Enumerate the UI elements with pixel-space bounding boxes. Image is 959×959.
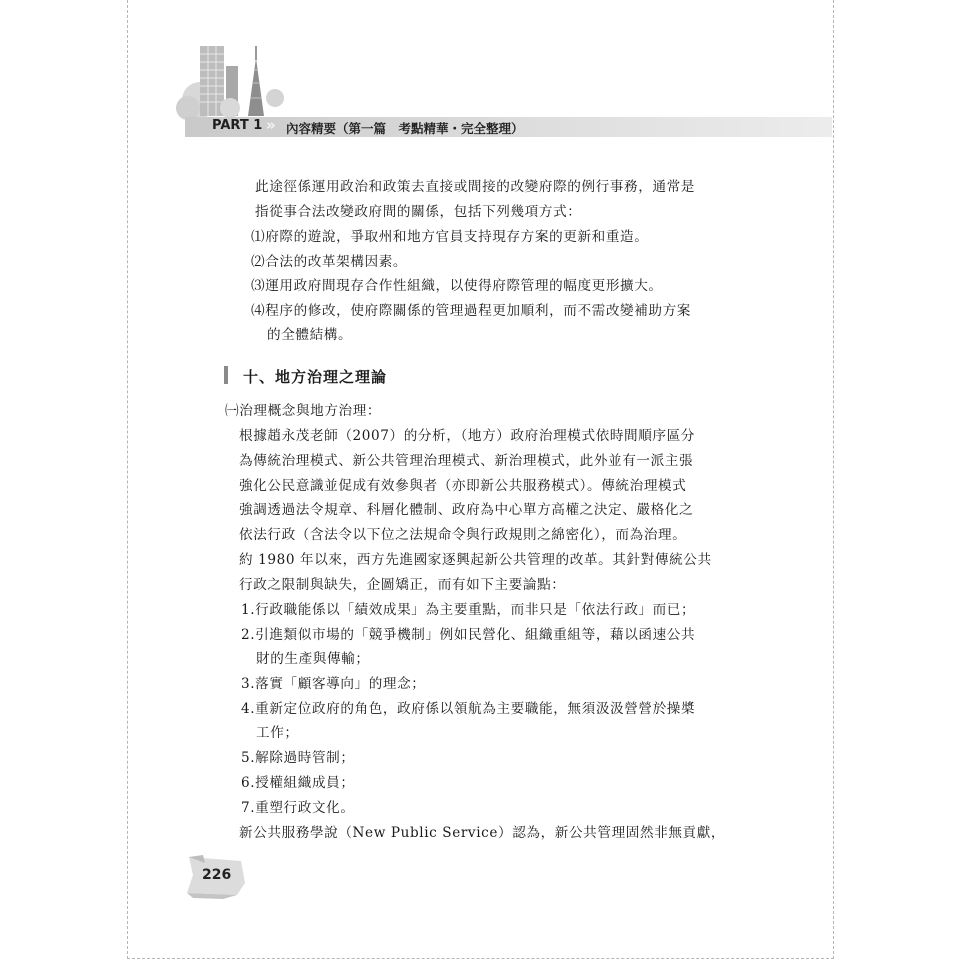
paragraph-line: 為傳統治理模式、新公共管理治理模式、新治理模式，此外並有一派主張 xyxy=(239,453,694,469)
section-heading: 十、地方治理之理論 xyxy=(243,368,388,386)
paragraph-line: 強化公民意識並促成有效參與者（亦即新公共服務模式）。傳統治理模式 xyxy=(239,478,687,494)
subsection-heading: ㈠治理概念與地方治理： xyxy=(225,403,382,419)
list-item: 3.落實「顧客導向」的理念； xyxy=(241,676,426,692)
list-item: 7.重塑行政文化。 xyxy=(241,800,355,816)
list-item: ⑴府際的遊說，爭取州和地方官員支持現存方案的更新和重造。 xyxy=(251,229,649,245)
list-item: 1.行政職能係以「績效成果」為主要重點，而非只是「依法行政」而已； xyxy=(241,602,696,618)
list-item: 6.授權組織成員； xyxy=(241,775,355,791)
paragraph-line: 約 1980 年以來，西方先進國家逐興起新公共管理的改革。其針對傳統公共 xyxy=(239,552,712,568)
chapter-title: 內容精要（第一篇 考點精華・完全整理） xyxy=(286,121,524,136)
paragraph-line: 指從事合法改變政府間的關係，包括下列幾項方式： xyxy=(255,204,582,220)
page-number: 226 xyxy=(202,867,232,883)
list-item-continuation: 財的生產與傳輸； xyxy=(256,651,370,667)
part-label: PART 1 xyxy=(212,118,263,133)
list-item-continuation: 的全體結構。 xyxy=(267,327,353,343)
city-skyline-illustration xyxy=(170,38,290,122)
list-item: ⑷程序的修改，使府際關係的管理過程更加順利，而不需改變補助方案 xyxy=(251,303,692,319)
list-item: 4.重新定位政府的角色，政府係以領航為主要職能，無須汲汲營營於操槳 xyxy=(241,701,696,717)
list-item: 2.引進類似市場的「競爭機制」例如民營化、組織重組等，藉以函速公共 xyxy=(241,627,696,643)
list-item: 5.解除過時管制； xyxy=(241,750,355,766)
list-item: ⑶運用政府間現存合作性組織，以使得府際管理的幅度更形擴大。 xyxy=(251,278,663,294)
list-item: ⑵合法的改革架構因素。 xyxy=(251,254,408,270)
list-item-continuation: 工作； xyxy=(256,725,299,741)
section-marker xyxy=(224,366,228,384)
paragraph-line: 依法行政（含法令以下位之法規命令與行政規則之綿密化），而為治理。 xyxy=(239,527,687,543)
chevron-right-icon: » xyxy=(266,116,276,134)
paragraph-line: 此途徑係運用政治和政策去直接或間接的改變府際的例行事務，通常是 xyxy=(255,179,696,195)
paragraph-line: 強調透過法令規章、科層化體制、政府為中心單方高權之決定、嚴格化之 xyxy=(239,502,694,518)
paragraph-line: 根據趙永茂老師（2007）的分析，（地方）政府治理模式依時間順序區分 xyxy=(239,428,696,444)
paragraph-line: 新公共服務學說（New Public Service）認為，新公共管理固然非無貢獻， xyxy=(239,825,726,841)
paragraph-line: 行政之限制與缺失，企圖矯正，而有如下主要論點： xyxy=(239,577,566,593)
